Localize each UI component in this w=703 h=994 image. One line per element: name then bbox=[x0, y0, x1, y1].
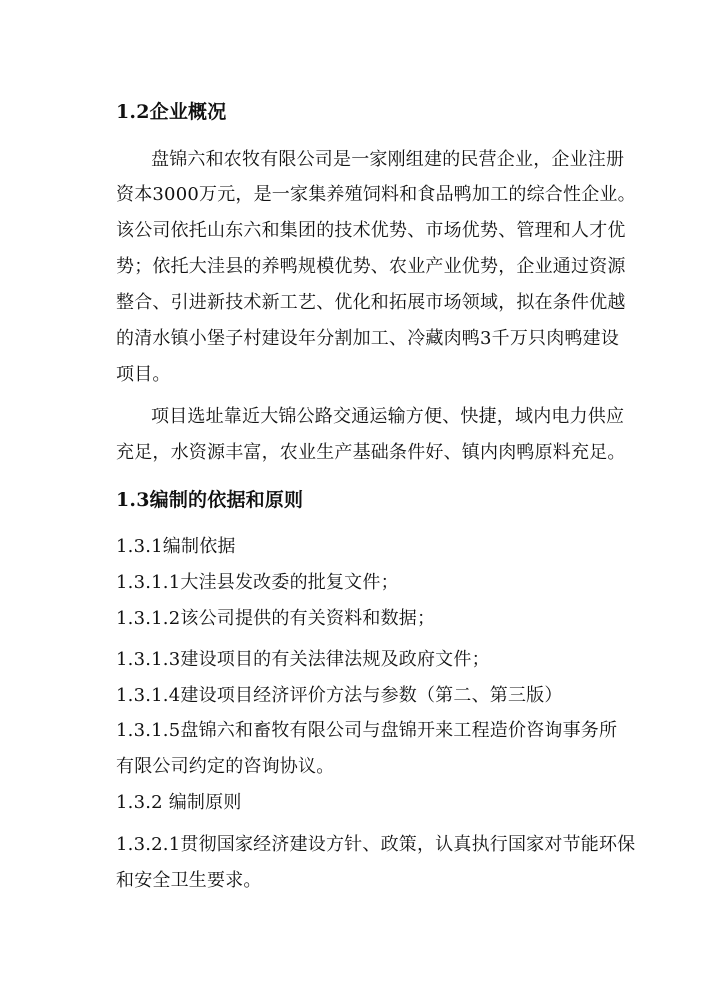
basis-item: 有限公司约定的咨询协议。 bbox=[116, 756, 335, 777]
subsection-1-3-2-title: 1.3.2 编制原则 bbox=[116, 792, 242, 813]
subsection-1-3-1-title: 1.3.1编制依据 bbox=[116, 536, 236, 557]
section-1-3-heading: 1.3编制的依据和原则 bbox=[116, 489, 304, 511]
paragraph-line: 项目。 bbox=[116, 364, 171, 385]
principle-item: 和安全卫生要求。 bbox=[116, 870, 262, 891]
paragraph-line: 资本3000万元，是一家集养殖饲料和食品鸭加工的综合性企业。 bbox=[116, 184, 636, 205]
paragraph-line: 势；依托大洼县的养鸭规模优势、农业产业优势，企业通过资源 bbox=[116, 256, 626, 277]
paragraph-line: 的清水镇小堡子村建设年分割加工、冷藏肉鸭3千万只肉鸭建设 bbox=[116, 328, 620, 349]
paragraph-line: 盘锦六和农牧有限公司是一家刚组建的民营企业，企业注册 bbox=[151, 149, 625, 170]
principle-item: 1.3.2.1贯彻国家经济建设方针、政策，认真执行国家对节能环保 bbox=[116, 834, 636, 855]
basis-item: 1.3.1.5盘锦六和畜牧有限公司与盘锦开来工程造价咨询事务所 bbox=[116, 720, 618, 741]
section-1-2-heading: 1.2企业概况 bbox=[116, 101, 227, 123]
paragraph-line: 该公司依托山东六和集团的技术优势、市场优势、管理和人才优 bbox=[116, 220, 626, 241]
basis-item: 1.3.1.1大洼县发改委的批复文件； bbox=[116, 572, 399, 593]
basis-item: 1.3.1.4建设项目经济评价方法与参数（第二、第三版） bbox=[116, 685, 563, 706]
paragraph-line: 整合、引进新技术新工艺、优化和拓展市场领域，拟在条件优越 bbox=[116, 292, 626, 313]
paragraph-line: 充足，水资源丰富，农业生产基础条件好、镇内肉鸭原料充足。 bbox=[116, 442, 626, 463]
basis-item: 1.3.1.3建设项目的有关法律法规及政府文件； bbox=[116, 649, 490, 670]
paragraph-line: 项目选址靠近大锦公路交通运输方便、快捷，域内电力供应 bbox=[151, 406, 625, 427]
basis-item: 1.3.1.2该公司提供的有关资料和数据； bbox=[116, 608, 436, 629]
